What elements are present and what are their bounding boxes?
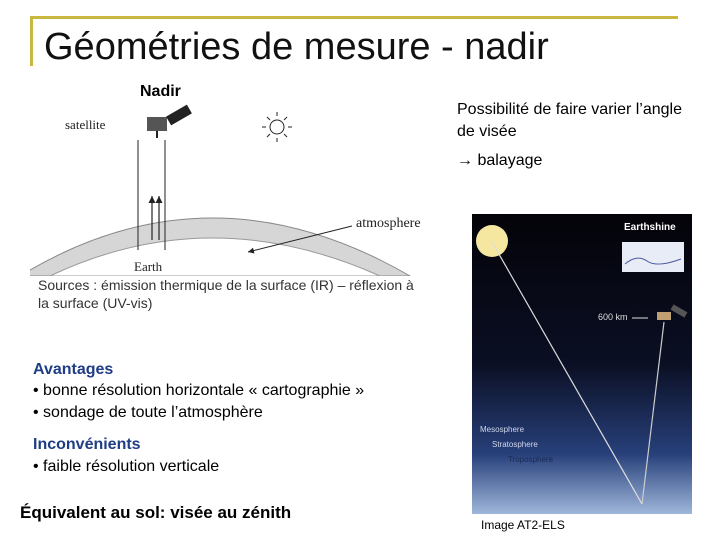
limb-photo xyxy=(472,214,692,514)
ground-equivalent: Équivalent au sol: visée au zénith xyxy=(20,503,292,522)
disadvantage-item: • faible résolution verticale xyxy=(33,458,220,475)
sun-icon xyxy=(476,225,508,257)
stratosphere-label: Stratosphere xyxy=(492,440,538,449)
troposphere-label: Troposphere xyxy=(508,455,554,464)
advantage-item: • bonne résolution horizontale « cartographie » xyxy=(33,382,365,399)
satellite-label: satellite xyxy=(65,117,106,132)
mesosphere-label: Mesosphere xyxy=(480,425,525,434)
advantages-heading: Avantages xyxy=(33,361,114,378)
scanning-note xyxy=(457,152,542,170)
image-caption: Image AT2-ELS xyxy=(481,518,565,532)
spectrum-thumbnail xyxy=(622,242,684,272)
arrow-right-icon: → xyxy=(457,152,478,169)
disadvantages-heading: Inconvénients xyxy=(33,436,141,453)
altitude-label: 600 km xyxy=(598,312,628,322)
earthshine-label: Earthshine xyxy=(624,222,676,233)
atmosphere-label: atmosphere xyxy=(356,216,421,231)
nadir-label: Nadir xyxy=(140,83,181,100)
satellite-icon xyxy=(147,105,192,138)
slide-title: Géométries de mesure - nadir xyxy=(44,26,549,68)
title-frame-top xyxy=(30,16,678,19)
viewing-angle-note: Possibilité de faire varier l’angle de visée xyxy=(457,101,682,140)
title-frame-left xyxy=(30,16,33,66)
sun-icon xyxy=(262,112,292,142)
nadir-diagram xyxy=(30,100,440,276)
sources-text: Sources : émission thermique de la surface (IR) – réflexion à la surface (UV-vis) xyxy=(38,277,414,311)
earth-label: Earth xyxy=(134,259,163,274)
scanning-label: balayage xyxy=(477,152,543,169)
advantage-item: • sondage de toute l’atmosphère xyxy=(33,404,263,421)
